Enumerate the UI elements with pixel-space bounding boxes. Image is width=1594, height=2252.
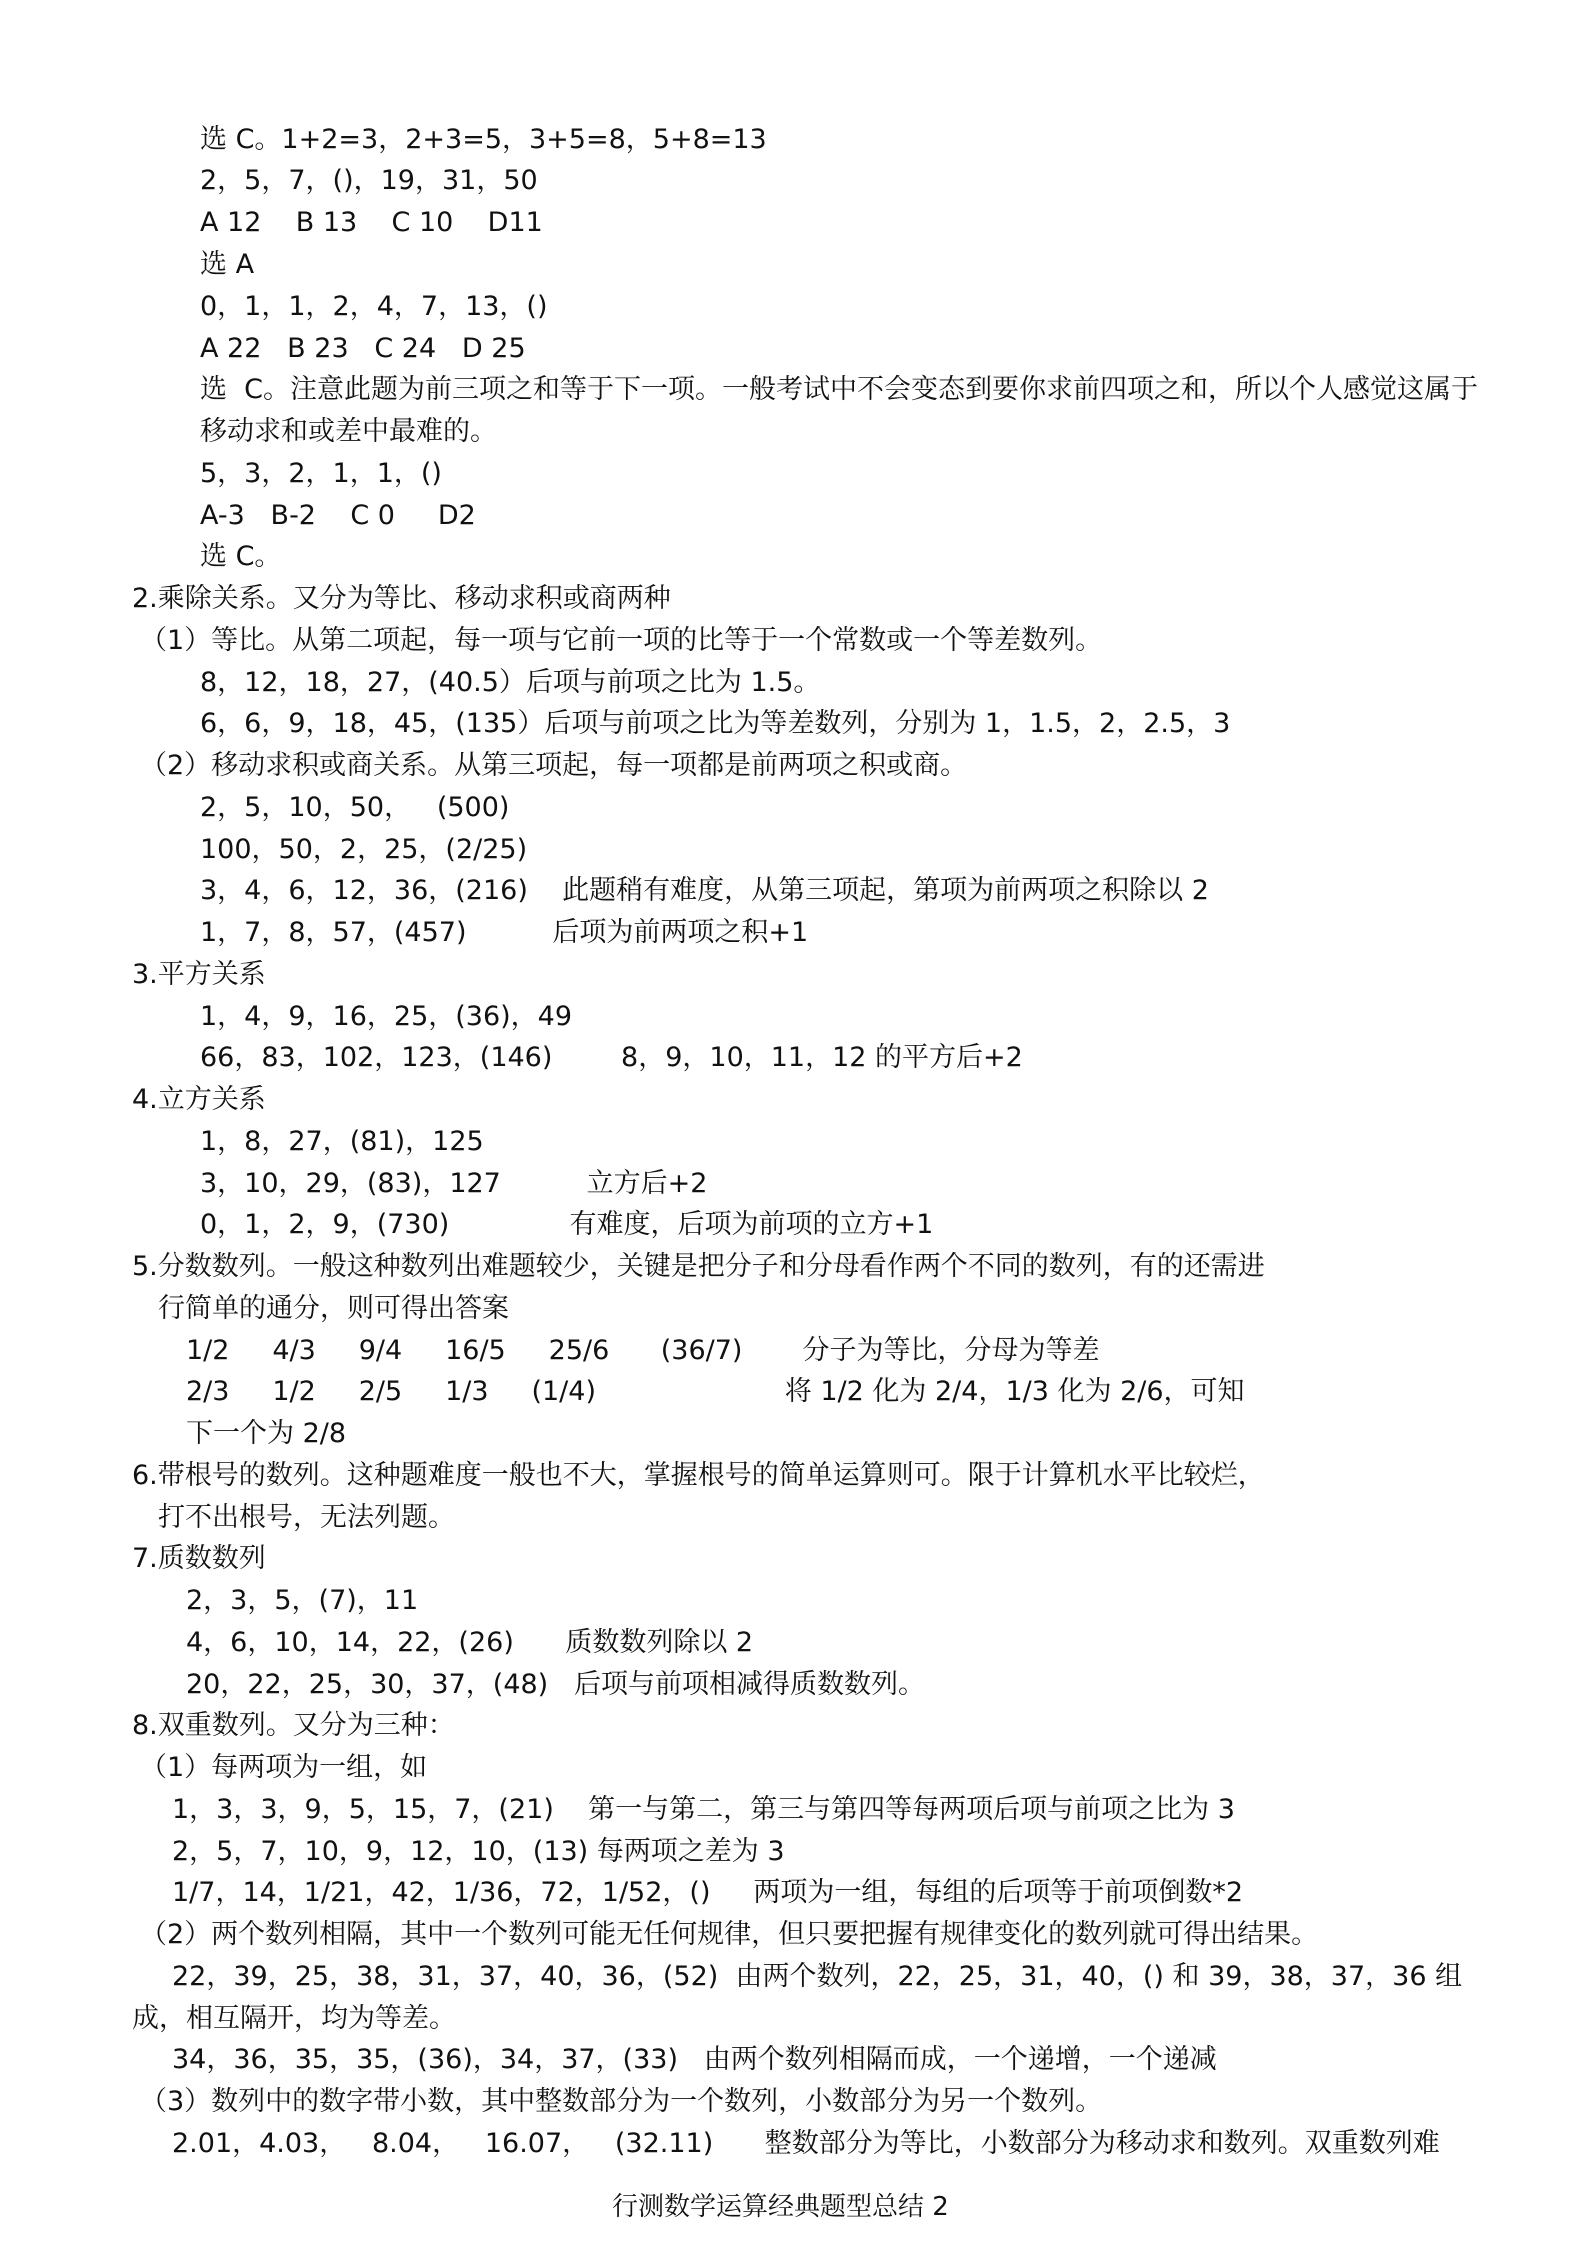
text-line: 66，83，102，123，(146) 8，9，10，11，12 的平方后+2 (200, 1042, 1023, 1073)
text-line: 2，5，7，10，9，12，10，(13) 每两项之差为 3 (172, 1836, 785, 1867)
subsection-heading: （3）数列中的数字带小数，其中整数部分为一个数列，小数部分为另一个数列。 (140, 2086, 1103, 2117)
section-heading: 3.平方关系 (132, 959, 266, 990)
section-heading: 6.带根号的数列。这种题难度一般也不大，掌握根号的简单运算则可。限于计算机水平比较烂， (132, 1460, 1265, 1491)
text-line: 2.01，4.03， 8.04， 16.07， (32.11) 整数部分为等比，小数部分为移动求和数列。双重数列难 (172, 2128, 1440, 2159)
text-line: 下一个为 2/8 (186, 1418, 347, 1449)
subsection-heading: （2）两个数列相隔，其中一个数列可能无任何规律，但只要把握有规律变化的数列就可得出结果。 (140, 1919, 1319, 1950)
text-line: 0，1，2，9，(730) 有难度，后项为前项的立方+1 (200, 1209, 934, 1240)
text-line: 5，3，2，1，1，() (200, 458, 442, 489)
text-line: 选 C。注意此题为前三项之和等于下一项。一般考试中不会变态到要你求前四项之和，所以个人感觉这属于 (200, 374, 1479, 405)
subsection-heading: （1）每两项为一组，如 (140, 1752, 428, 1783)
text-line: 0，1，1，2，4，7，13，() (200, 291, 548, 322)
text-line: 打不出根号，无法列题。 (158, 1502, 455, 1533)
text-line: 2，5，7，()，19，31，50 (200, 165, 538, 196)
text-line: 成，相互隔开，均为等差。 (132, 2003, 456, 2034)
text-line: 1，3，3，9，5，15，7，(21) 第一与第二，第三与第四等每两项后项与前项之比为 3 (172, 1794, 1235, 1825)
subsection-heading: （2）移动求积或商关系。从第三项起，每一项都是前两项之积或商。 (140, 750, 968, 781)
text-line: 4，6，10，14，22，(26) 质数数列除以 2 (186, 1627, 754, 1658)
text-line: 1，7，8，57，(457) 后项为前两项之积+1 (200, 917, 809, 948)
text-line: 行简单的通分，则可得出答案 (158, 1293, 509, 1324)
text-line: 选 C。 (200, 541, 282, 572)
text-line: 2，5，10，50， (500) (200, 792, 510, 823)
text-line: A 22 B 23 C 24 D 25 (200, 333, 526, 364)
text-line: 20，22，25，30，37，(48) 后项与前项相减得质数数列。 (186, 1669, 925, 1700)
text-line: 3，10，29，(83)，127 立方后+2 (200, 1168, 708, 1199)
text-line: 移动求和或差中最难的。 (200, 416, 497, 447)
text-line: 1，8，27，(81)，125 (200, 1126, 484, 1157)
text-line: A 12 B 13 C 10 D11 (200, 207, 543, 238)
text-line: 8，12，18，27，(40.5）后项与前项之比为 1.5。 (200, 667, 821, 698)
text-line: 100，50，2，25，(2/25) (200, 834, 528, 865)
section-heading: 7.质数数列 (132, 1543, 266, 1574)
section-heading: 8.双重数列。又分为三种： (132, 1710, 455, 1741)
text-line: 选 A (200, 249, 255, 280)
text-line: 2，3，5，(7)，11 (186, 1585, 419, 1616)
text-line: 6，6，9，18，45，(135）后项与前项之比为等差数列，分别为 1，1.5，2，2.5，3 (200, 708, 1231, 739)
text-line: A-3 B-2 C 0 D2 (200, 500, 476, 531)
section-heading: 4.立方关系 (132, 1084, 266, 1115)
text-line: 1/7，14，1/21，42，1/36，72，1/52，() 两项为一组，每组的后项等于前项倒数*2 (172, 1877, 1244, 1908)
page-footer: 行测数学运算经典题型总结 2 (612, 2192, 949, 2222)
text-line: 3，4，6，12，36，(216) 此题稍有难度，从第三项起，第项为前两项之积除以 2 (200, 875, 1209, 906)
text-line: 2/3 1/2 2/5 1/3 (1/4) 将 1/2 化为 2/4，1/3 化为 2/6，可知 (186, 1376, 1245, 1407)
text-line: 1，4，9，16，25，(36)，49 (200, 1001, 573, 1032)
subsection-heading: （1）等比。从第二项起，每一项与它前一项的比等于一个常数或一个等差数列。 (140, 625, 1103, 656)
text-line: 选 C。1+2=3，2+3=5，3+5=8，5+8=13 (200, 124, 767, 155)
section-heading: 2.乘除关系。又分为等比、移动求积或商两种 (132, 583, 671, 614)
section-heading: 5.分数数列。一般这种数列出难题较少，关键是把分子和分母看作两个不同的数列，有的还需进 (132, 1251, 1265, 1282)
text-line: 34，36，35，35，(36)，34，37，(33) 由两个数列相隔而成，一个递增，一个递减 (172, 2044, 1217, 2075)
text-line: 22，39，25，38，31，37，40，36，(52) 由两个数列，22，25，31，40，() 和 39，38，37，36 组 (172, 1961, 1463, 1992)
text-line: 1/2 4/3 9/4 16/5 25/6 (36/7) 分子为等比，分母为等差 (186, 1335, 1100, 1366)
